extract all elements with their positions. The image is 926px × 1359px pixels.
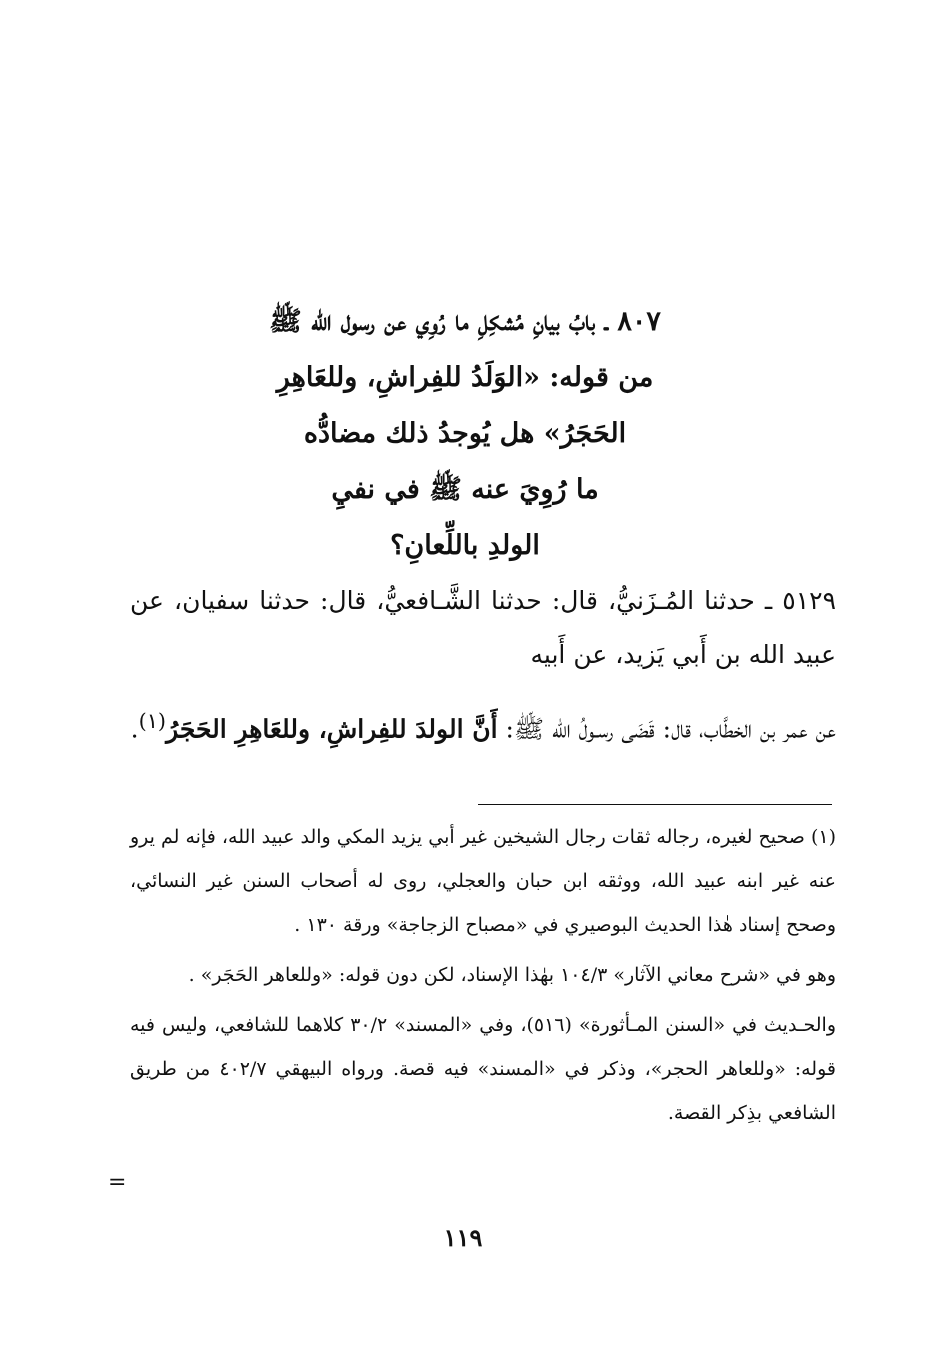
footnote-separator <box>478 804 832 805</box>
chapter-heading-line: الحَجَرُ» هل يُوجدُ ذلك مضادُّه <box>303 418 627 449</box>
chapter-heading <box>140 294 790 574</box>
hadith-matn-paragraph <box>130 694 836 756</box>
footnotes <box>130 815 836 1141</box>
hadith-isnad-paragraph <box>130 574 836 682</box>
footnote-paragraph: وهو في «شرح معاني الآثار» ١٠٤/٣ بهٰذا الإسناد، لكن دون قوله: «وللعاهر الحَجَر» . <box>188 964 836 986</box>
chapter-heading-line: ٨٠٧ ـ بابُ بيانِ مُشكِلِ ما رُوِي عن رسول الله ﷺ <box>269 306 661 337</box>
chapter-heading-line: الولدِ باللِّعانِ؟ <box>390 530 540 561</box>
hadith-number: ٥١٢٩ <box>782 586 836 615</box>
footnote-paragraph: (١) صحيح لغيره، رجاله ثقات رجال الشيخين غير أبي يزيد المكي والد عبيد الله، فإنه لم يرو عنه غير ابنه عبيد الله، ووثقه ابن حبان والعجلي، روى له أصحاب السنن غير النسائي، وصحح إسناد هٰذا الحديث البوصيري في «مصباح الزجاجة» ورقة ١٣٠ . <box>130 826 836 936</box>
chapter-heading-line: ما رُوِيَ عنه ﷺ في نفيِ <box>331 474 599 505</box>
hadith-isnad: ـ حدثنا المُـزَنيُّ، قال: حدثنا الشَّـافعيُّ، قال: حدثنا سفيان، عن عبيد الله بن أَبي يَزيد، عن أَبيه <box>130 586 836 669</box>
hadith-matn-intro: قَضَى رسـولُ الله ﷺ: <box>505 714 655 744</box>
footnote-paragraph: والحـديث في «السنن المـأثورة» (٥١٦)، وفي «المسند» ٣٠/٢ كلاهما للشافعي، وليس فيه قوله: «وللعاهر الحجر»، وذكر في «المسند» فيه قصة. ورواه البيهقي ٤٠٢/٧ من طريق الشافعي بذِكر القصة. <box>130 1014 837 1124</box>
continuation-mark: = <box>108 1170 127 1195</box>
hadith-matn: أَنَّ الولدَ للفِراشِ، وللعَاهِرِ الحَجَرُ <box>166 714 498 744</box>
page-number: ١١٩ <box>443 1223 483 1252</box>
hadith-chain-end: عن عمر بن الخطَّاب، قال: <box>662 714 836 744</box>
hadith-end-mark: . <box>130 714 139 744</box>
chapter-heading-line: من قوله: «الوَلَدُ للفِراشِ، وللعَاهِرِ <box>276 362 654 393</box>
hadith-block <box>130 574 836 756</box>
footnote-reference: (١) <box>138 709 167 733</box>
